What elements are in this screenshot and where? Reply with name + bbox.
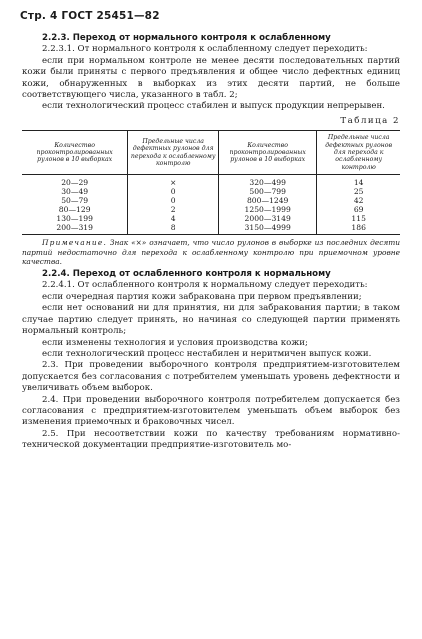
- document-body: [22, 33, 400, 452]
- table-row: [22, 196, 400, 205]
- note-text: Знак «×» означает, что число рулонов в выборке из последних десяти партий недостаточно для перехода к ослабленному контролю при приемочном уровне качества.: [22, 238, 401, 267]
- table-cell: 80—129: [58, 205, 91, 215]
- table-cell: 130—199: [56, 214, 93, 224]
- paragraph-2-3: 2.3. При проведении выборочного контроля предприятием-изготовителем допускается без согласования с потребителем уменьшать уровень дефектности и увеличивать объем выборок.: [22, 360, 400, 394]
- table-row: [22, 187, 400, 196]
- paragraph-2-2-3-1: 2.2.3.1. От нормального контроля к ослабленному следует переходить:: [42, 44, 368, 55]
- paragraph-2-5: 2.5. При несоответствии кожи по качеству требованиям нормативно-технической документации предприятие-изготовитель мо-: [22, 428, 400, 451]
- table-cell: 200—319: [22, 223, 128, 235]
- table-cell: 42: [317, 196, 400, 205]
- table-cell: 4: [128, 214, 219, 223]
- paragraph-condition-6: если технологический процесс нестабилен и неритмичен выпуск кожи.: [42, 348, 372, 359]
- paragraph-condition-3: если очередная партия кожи забракована при первом предъявлении;: [42, 291, 362, 302]
- table-cell: 186: [317, 223, 400, 235]
- table-cell: 2: [128, 205, 219, 214]
- table-header-row: [22, 131, 400, 175]
- table-cell: ×: [128, 175, 219, 188]
- table-note: [22, 238, 400, 267]
- table-header-cell: Количество проконтролированных рулонов в 10 выборках: [219, 131, 317, 175]
- table-cell: 30—49: [61, 187, 89, 197]
- paragraph-condition-2: если технологический процесс стабилен и выпуск продукции непрерывен.: [42, 101, 385, 112]
- table-cell: 3150—4999: [219, 223, 317, 235]
- table-cell: 69: [317, 205, 400, 214]
- table-cell: 8: [128, 223, 219, 235]
- table-cell: 0: [128, 196, 219, 205]
- table-cell: 25: [317, 187, 400, 196]
- table-cell: 0: [128, 187, 219, 196]
- paragraph-condition-1: если при нормальном контроле не менее десяти последовательных партий кожи были приняты с первого предъявления и общее число дефектных единиц кожи, обнаруженных в выборках из этих десяти партий, не больше соответствующего числа, указанного в табл. 2;: [22, 55, 400, 101]
- paragraph-condition-4: если нет оснований ни для принятия, ни для забракования партии; в таком случае партию следует принять, но начиная со следующей партии применять нормальный контроль;: [22, 303, 400, 337]
- table-cell: 1250—1999: [219, 205, 317, 214]
- table-cell: 2000—3149: [219, 214, 317, 223]
- paragraph-condition-5: если изменены технология и условия производства кожи;: [42, 337, 308, 348]
- table-cell: 115: [317, 214, 400, 223]
- section-heading-2-2-4: 2.2.4. Переход от ослабленного контроля к нормальному: [42, 269, 331, 280]
- table-cell: 20—29: [61, 178, 89, 188]
- table-cell: 14: [317, 175, 400, 188]
- table-row: [22, 205, 400, 214]
- table-row: [22, 175, 400, 188]
- table-2: [22, 130, 400, 235]
- note-label: Примечание.: [42, 238, 107, 248]
- table-row: [22, 223, 400, 235]
- table-caption: Таблица 2: [340, 115, 400, 126]
- table-cell: 800—1249: [219, 196, 317, 205]
- paragraph-2-4: 2.4. При проведении выборочного контроля потребителем допускается без согласования с предприятием-изготовителем уменьшать объем выборок без изменения приемочных и браковочных чисел.: [22, 394, 400, 428]
- table-header-cell: Количество проконтролированных рулонов в 10 выборках: [22, 131, 128, 175]
- table-row: [22, 214, 400, 223]
- table-header-cell: Предельные числа дефектных рулонов для перехода к ослабленному контролю: [128, 131, 219, 175]
- table-cell: 50—79: [61, 196, 89, 206]
- section-heading-2-2-3: 2.2.3. Переход от нормального контроля к ослабленному: [42, 33, 331, 43]
- paragraph-2-2-4-1: 2.2.4.1. От ослабленного контроля к нормальному следует переходить:: [42, 280, 368, 291]
- page-header: Стр. 4 ГОСТ 25451—82: [20, 10, 160, 22]
- table-header-cell: Предельные числа дефектных рулонов для перехода к ослабленному контролю: [317, 131, 400, 175]
- table-cell: 500—799: [219, 187, 317, 196]
- table-cell: 320—499: [219, 175, 317, 188]
